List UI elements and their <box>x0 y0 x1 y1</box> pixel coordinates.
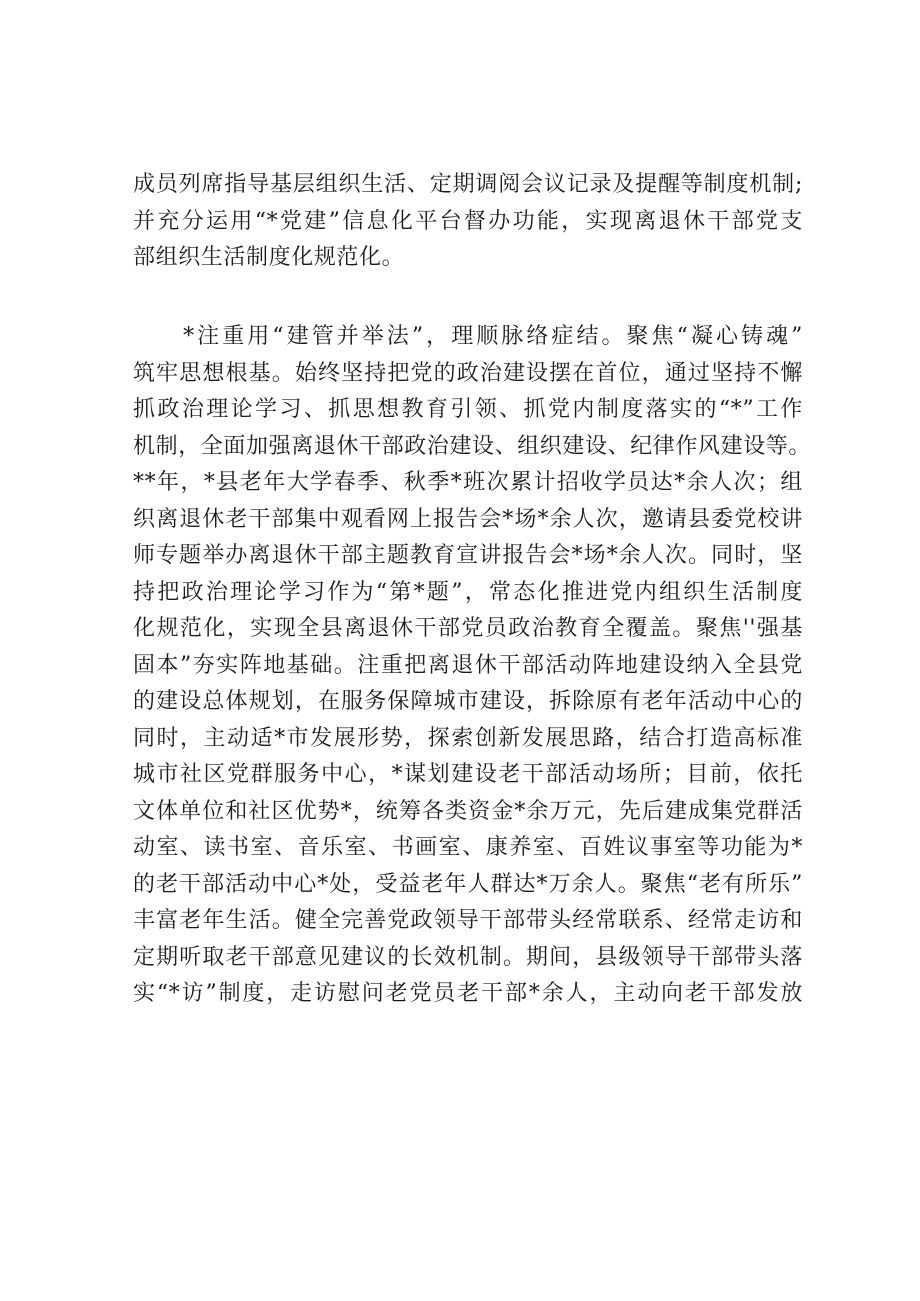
paragraph-line: 部组织生活制度化规范化。 <box>133 245 405 270</box>
paragraph-line: 固本”夯实阵地基础。注重把离退休干部活动阵地建设纳入全县党 <box>133 652 803 678</box>
paragraph-line: 持把政治理论学习作为“第*题”，常态化推进党内组织生活制度 <box>133 579 803 605</box>
paragraph-line: 城市社区党群服务中心，*谋划建设老干部活动场所；目前，依托 <box>133 762 803 787</box>
paragraph-line: 师专题举办离退休干部主题教育宣讲报告会*场*余人次。同时，坚 <box>133 543 803 568</box>
paragraph-line: 织离退休老干部集中观看网上报告会*场*余人次，邀请县委党校讲 <box>133 506 803 532</box>
paragraph-line: 实“*访”制度，走访慰问老党员老干部*余人，主动向老干部发放 <box>133 981 803 1006</box>
paragraph-line: 的老干部活动中心*处，受益老年人群达*万余人。聚焦“老有所乐” <box>133 871 803 897</box>
paragraph-line: 的建设总体规划，在服务保障城市建设，拆除原有老年活动中心的 <box>133 689 803 714</box>
paragraph-2 <box>133 319 812 1086</box>
paragraph-line: 筑牢思想根基。始终坚持把党的政治建设摆在首位，通过坚持不懈 <box>133 360 803 386</box>
paragraph-1 <box>133 167 803 277</box>
paragraph-line <box>133 1049 803 1086</box>
paragraph-line: 定期听取老干部意见建议的长效机制。期间，县级领导干部带头落 <box>133 944 803 970</box>
paragraph-line: 机制，全面加强离退休干部政治建设、组织建设、纪律作风建设等。 <box>133 433 812 459</box>
paragraph-line: 并充分运用“*党建”信息化平台督办功能，实现离退休干部党支 <box>133 208 803 234</box>
paragraph-line: *注重用“建管并举法”，理顺脉络症结。聚焦“凝心铸魂” <box>133 324 803 349</box>
paragraph-line: 成员列席指导基层组织生活、定期调阅会议记录及提醒等制度机制; <box>133 172 803 197</box>
paragraph-line: 文体单位和社区优势*，统筹各类资金*余万元，先后建成集党群活 <box>133 798 803 824</box>
paragraph-line <box>133 1013 803 1050</box>
paragraph-line: 化规范化，实现全县离退休干部党员政治教育全覆盖。聚焦''强基 <box>133 616 803 641</box>
paragraph-line: **年，*县老年大学春季、秋季*班次累计招收学员达*余人次；组 <box>133 470 803 495</box>
paragraph-line: 抓政治理论学习、抓思想教育引领、抓党内制度落实的“*”工作 <box>133 397 803 422</box>
paragraph-line: 丰富老年生活。健全完善党政领导干部带头经常联系、经常走访和 <box>133 908 803 933</box>
paragraph-line: 同时，主动适*市发展形势，探索创新发展思路，结合打造高标准 <box>133 725 803 751</box>
paragraph-line: 动室、读书室、音乐室、书画室、康养室、百姓议事室等功能为* <box>133 835 803 860</box>
